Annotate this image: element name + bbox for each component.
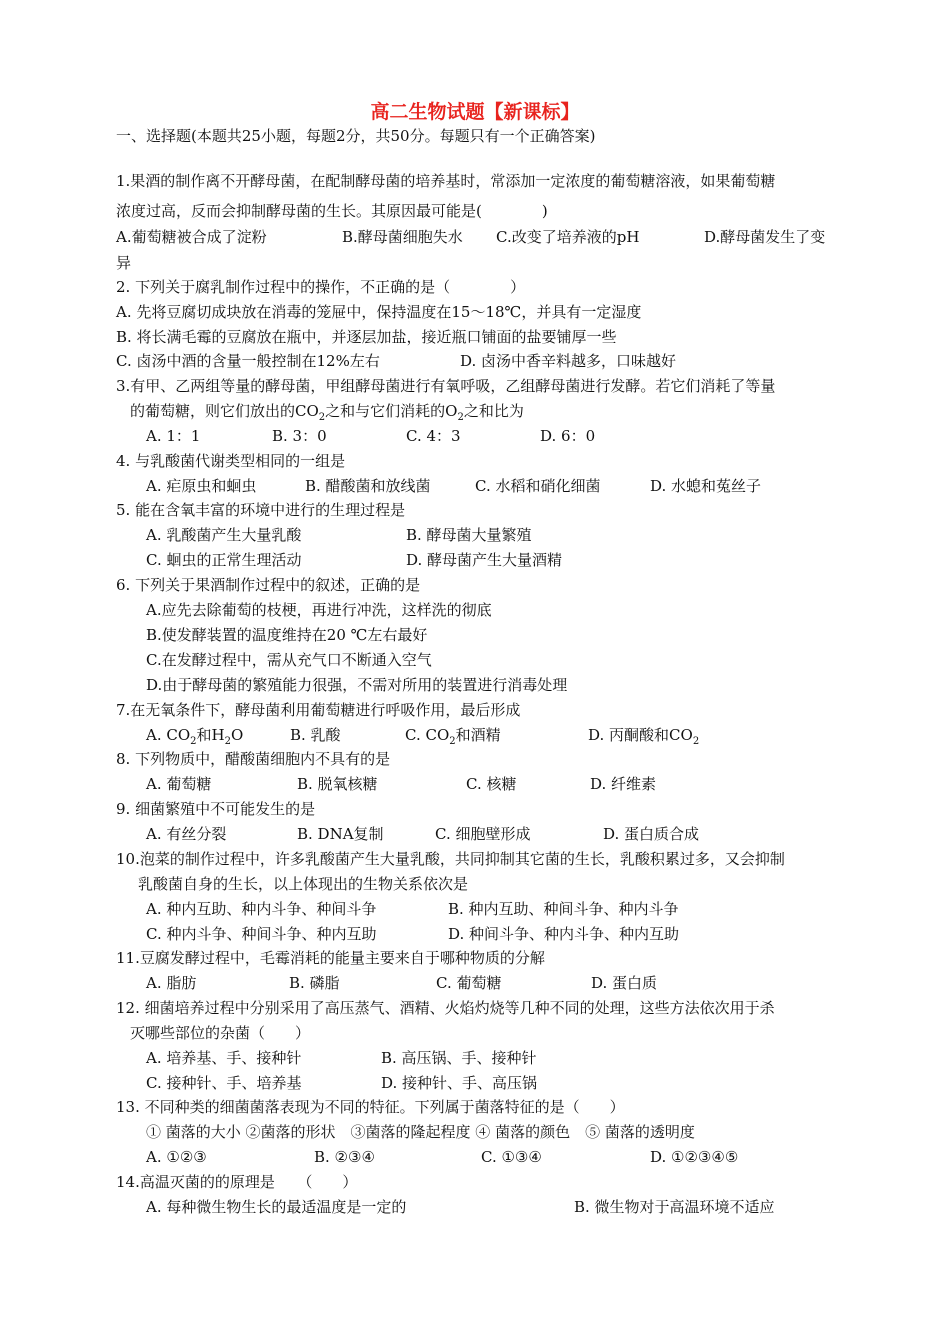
q6-option-a: A.应先去除葡萄的枝梗，再进行冲洗，这样洗的彻底 [146, 601, 492, 619]
q3-stem-line1: 3.有甲、乙两组等量的酵母菌，甲组酵母菌进行有氧呼吸，乙组酵母菌进行发酵。若它们消耗了等量 [116, 377, 776, 395]
q3-stem-line2: 的葡萄糖，则它们放出的$CO_2$之和与它们消耗的$O_2$之和比为 [130, 402, 524, 423]
q9-stem: 9. 细菌繁殖中不可能发生的是 [116, 800, 316, 818]
q7-option-a: A. $CO_2$和$H_2O$ [146, 726, 244, 747]
q3-option-b: B. 3：0 [272, 427, 327, 445]
q3-option-c: C. 4：3 [406, 427, 461, 445]
q2-stem: 2. 下列关于腐乳制作过程中的操作，不正确的是（ ） [116, 278, 526, 296]
q9-option-a: A. 有丝分裂 [146, 825, 227, 843]
q2-option-c: C. 卤汤中酒的含量一般控制在12%左右 [116, 352, 380, 370]
q4-option-c: C. 水稻和硝化细菌 [475, 477, 601, 495]
q1-option-b: B.酵母菌细胞失水 [342, 228, 463, 246]
q2-option-b: B. 将长满毛霉的豆腐放在瓶中，并逐层加盐，接近瓶口铺面的盐要铺厚一些 [116, 328, 617, 346]
q8-option-c: C. 核糖 [466, 775, 517, 793]
q1-stem-line2: 浓度过高，反而会抑制酵母菌的生长。其原因最可能是( ) [116, 202, 548, 220]
q7-option-b: B. 乳酸 [290, 726, 341, 744]
q4-stem: 4. 与乳酸菌代谢类型相同的一组是 [116, 452, 346, 470]
q5-option-c: C. 蛔虫的正常生理活动 [146, 551, 302, 569]
q13-items: ① 菌落的大小 ②菌落的形状 ③菌落的隆起程度 ④ 菌落的颜色 ⑤ 菌落的透明度 [146, 1123, 695, 1141]
q4-option-d: D. 水螅和菟丝子 [650, 477, 762, 495]
q11-option-a: A. 脂肪 [146, 974, 197, 992]
q3-option-d: D. 6：0 [540, 427, 596, 445]
q4-option-a: A. 疟原虫和蛔虫 [146, 477, 257, 495]
q11-option-b: B. 磷脂 [289, 974, 340, 992]
q6-option-c: C.在发酵过程中，需从充气口不断通入空气 [146, 651, 432, 669]
q11-option-c: C. 葡萄糖 [436, 974, 502, 992]
q11-option-d: D. 蛋白质 [591, 974, 658, 992]
section-heading: 一、选择题(本题共25小题，每题2分，共50分。每题只有一个正确答案) [116, 127, 596, 145]
q13-option-a: A. ①②③ [146, 1148, 207, 1166]
q8-option-a: A. 葡萄糖 [146, 775, 212, 793]
q7-option-c: C. $CO_2$和酒精 [405, 726, 501, 747]
q8-option-b: B. 脱氧核糖 [297, 775, 378, 793]
q1-stem-line1: 1.果酒的制作离不开酵母菌，在配制酵母菌的培养基时，常添加一定浓度的葡萄糖溶液，如果葡萄糖 [116, 172, 776, 190]
q1-option-d: D.酵母菌发生了变 [704, 228, 826, 246]
q13-option-d: D. ①②③④⑤ [650, 1148, 739, 1166]
q9-option-d: D. 蛋白质合成 [603, 825, 700, 843]
q7-option-d: D. 丙酮酸和$CO_2$ [588, 726, 700, 747]
q14-stem: 14.高温灭菌的的原理是 （ ） [116, 1173, 358, 1191]
q10-stem-line1: 10.泡菜的制作过程中，许多乳酸菌产生大量乳酸，共同抑制其它菌的生长，乳酸积累过多，又会抑制 [116, 850, 785, 868]
q4-option-b: B. 醋酸菌和放线菌 [305, 477, 431, 495]
q14-option-a: A. 每种微生物生长的最适温度是一定的 [146, 1198, 407, 1216]
q6-stem: 6. 下列关于果酒制作过程中的叙述，正确的是 [116, 576, 421, 594]
q9-option-b: B. DNA复制 [297, 825, 384, 843]
q12-option-a: A. 培养基、手、接种针 [146, 1049, 302, 1067]
q5-option-a: A. 乳酸菌产生大量乳酸 [146, 526, 302, 544]
q10-option-a: A. 种内互助、种内斗争、种间斗争 [146, 900, 377, 918]
q8-stem: 8. 下列物质中，醋酸菌细胞内不具有的是 [116, 750, 391, 768]
q10-stem-line2: 乳酸菌自身的生长，以上体现出的生物关系依次是 [138, 875, 469, 893]
q12-stem-line1: 12. 细菌培养过程中分别采用了高压蒸气、酒精、火焰灼烧等几种不同的处理，这些方法依次用于杀 [116, 999, 775, 1017]
q14-option-b: B. 微生物对于高温环境不适应 [574, 1198, 775, 1216]
q1-option-a: A.葡萄糖被合成了淀粉 [116, 228, 267, 246]
q12-option-d: D. 接种针、手、高压锅 [381, 1074, 538, 1092]
q5-option-b: B. 酵母菌大量繁殖 [406, 526, 532, 544]
q2-option-a: A. 先将豆腐切成块放在消毒的笼屉中，保持温度在15～18℃，并具有一定湿度 [116, 303, 642, 321]
q2-option-d: D. 卤汤中香辛料越多，口味越好 [460, 352, 677, 370]
q1-option-d-cont: 异 [116, 254, 132, 272]
q8-option-d: D. 纤维素 [590, 775, 657, 793]
q13-stem: 13. 不同种类的细菌菌落表现为不同的特征。下列属于菌落特征的是（ ） [116, 1098, 625, 1116]
q12-option-b: B. 高压锅、手、接种针 [381, 1049, 537, 1067]
page-title: 高二生物试题【新课标】 [370, 101, 580, 123]
q10-option-c: C. 种内斗争、种间斗争、种内互助 [146, 925, 377, 943]
q9-option-c: C. 细胞壁形成 [435, 825, 531, 843]
q13-option-c: C. ①③④ [481, 1148, 542, 1166]
q10-option-b: B. 种内互助、种间斗争、种内斗争 [448, 900, 679, 918]
q12-stem-line2: 灭哪些部位的杂菌（ ） [130, 1024, 311, 1042]
q3-option-a: A. 1：1 [146, 427, 201, 445]
q6-option-b: B.使发酵装置的温度维持在20 ℃左右最好 [146, 626, 428, 644]
q10-option-d: D. 种间斗争、种内斗争、种内互助 [448, 925, 680, 943]
q13-option-b: B. ②③④ [314, 1148, 375, 1166]
q5-option-d: D. 酵母菌产生大量酒精 [406, 551, 563, 569]
q11-stem: 11.豆腐发酵过程中，毛霉消耗的能量主要来自于哪种物质的分解 [116, 949, 545, 967]
q7-stem: 7.在无氧条件下，酵母菌利用葡萄糖进行呼吸作用，最后形成 [116, 701, 521, 719]
q5-stem: 5. 能在含氧丰富的环境中进行的生理过程是 [116, 501, 406, 519]
q1-option-c: C.改变了培养液的pH [496, 228, 640, 246]
q12-option-c: C. 接种针、手、培养基 [146, 1074, 302, 1092]
q6-option-d: D.由于酵母菌的繁殖能力很强，不需对所用的装置进行消毒处理 [146, 676, 568, 694]
